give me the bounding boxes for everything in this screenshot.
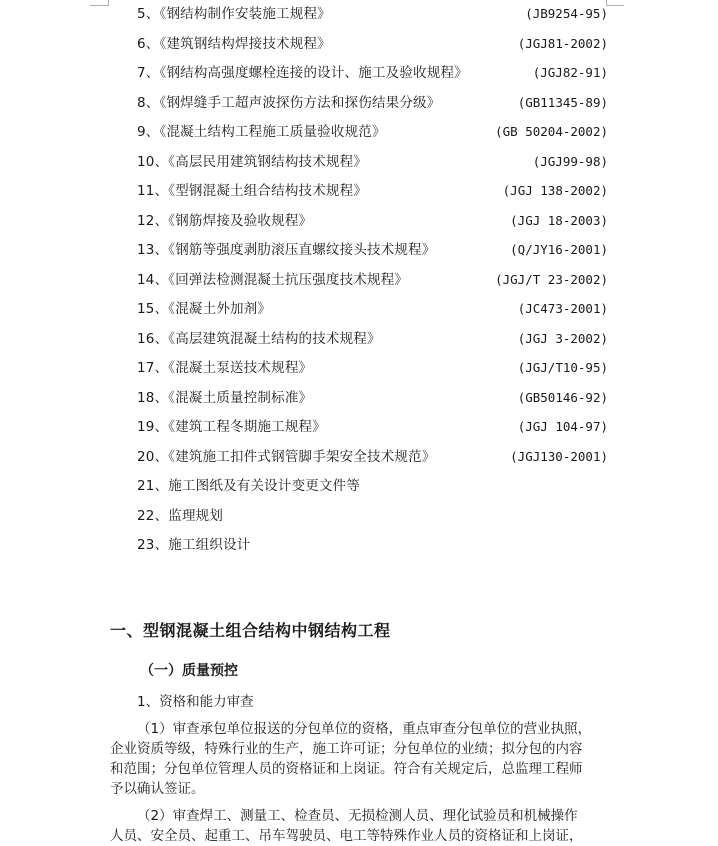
- reference-item: [0, 269, 718, 291]
- reference-title: 7、《钢结构高强度螺栓连接的设计、施工及验收规程》: [137, 65, 468, 81]
- reference-item: [0, 3, 718, 25]
- paragraph-line: 予以确认签证。: [110, 781, 205, 797]
- reference-code: (GB50146-92): [517, 389, 608, 405]
- reference-code: (JGJ 3-2002): [517, 330, 608, 346]
- paragraph-1: [110, 719, 608, 799]
- reference-code: (JGJ81-2002): [517, 35, 608, 51]
- paragraph-line: （1）审查承包单位报送的分包单位的资格，重点审查分包单位的营业执照，: [137, 721, 592, 737]
- reference-title: 15、《混凝土外加剂》: [137, 301, 272, 317]
- reference-title: 12、《钢筋焊接及验收规程》: [137, 212, 313, 229]
- reference-item: [0, 416, 718, 438]
- reference-title: 20、《建筑施工扣件式钢管脚手架安全技术规范》: [137, 448, 436, 465]
- paragraph-2: [110, 806, 608, 846]
- reference-title: 18、《混凝土质量控制标准》: [137, 389, 313, 406]
- reference-code: (Q/JY16-2001): [510, 242, 608, 257]
- section-heading: 一、型钢混凝土组合结构中钢结构工程: [110, 621, 391, 640]
- paragraph-line: 企业资质等级，特殊行业的生产，施工许可证；分包单位的业绩；拟分包的内容: [110, 741, 583, 757]
- reference-item: [0, 505, 718, 527]
- reference-code: (JGJ130-2001): [510, 448, 608, 464]
- reference-item: [0, 92, 718, 114]
- reference-item: [0, 534, 718, 556]
- reference-item: [0, 446, 718, 468]
- paragraph-line: 和范围；分包单位管理人员的资格证和上岗证。符合有关规定后，总监理工程师: [110, 761, 583, 777]
- reference-code: (GB 50204-2002): [495, 124, 608, 139]
- reference-code: (JGJ99-98): [532, 153, 608, 169]
- reference-item: [0, 180, 718, 202]
- section-subheading: （一）质量预控: [140, 663, 238, 679]
- paragraph-line: （2）审查焊工、测量工、检查员、无损检测人员、理化试验员和机械操作: [137, 808, 578, 824]
- reference-title: 11、《型钢混凝土组合结构技术规程》: [137, 183, 368, 199]
- reference-code: (JGJ/T 23-2002): [495, 271, 608, 287]
- reference-item: [0, 121, 718, 143]
- reference-code: (JGJ82-91): [532, 65, 608, 80]
- reference-title: 9、《混凝土结构工程施工质量验收规范》: [137, 124, 386, 140]
- reference-item: [0, 328, 718, 350]
- item-heading: 1、资格和能力审查: [137, 694, 254, 710]
- reference-item: [0, 62, 718, 84]
- reference-code: (JGJ/T10-95): [517, 360, 608, 375]
- reference-code: (GB11345-89): [517, 94, 608, 110]
- reference-title: 17、《混凝土泵送技术规程》: [137, 360, 313, 376]
- reference-code: (JC473-2001): [517, 301, 608, 316]
- reference-title: 21、施工图纸及有关设计变更文件等: [137, 478, 361, 494]
- reference-title: 19、《建筑工程冬期施工规程》: [137, 419, 326, 435]
- reference-title: 13、《钢筋等强度剥肋滚压直螺纹接头技术规程》: [137, 242, 436, 258]
- paragraph-line: 人员、安全员、起重工、吊车驾驶员、电工等特殊作业人员的资格证和上岗证，: [110, 828, 583, 844]
- reference-item: [0, 239, 718, 261]
- reference-item: [0, 151, 718, 173]
- reference-title: 10、《高层民用建筑钢结构技术规程》: [137, 153, 368, 170]
- reference-item: [0, 210, 718, 232]
- reference-code: (JB9254-95): [525, 6, 608, 21]
- reference-title: 6、《建筑钢结构焊接技术规程》: [137, 35, 331, 52]
- reference-item: [0, 357, 718, 379]
- reference-code: (JGJ 104-97): [517, 419, 608, 434]
- reference-title: 23、施工组织设计: [137, 537, 251, 553]
- reference-title: 22、监理规划: [137, 507, 224, 524]
- reference-item: [0, 298, 718, 320]
- reference-item: [0, 33, 718, 55]
- reference-code: (JGJ 18-2003): [510, 212, 608, 228]
- reference-title: 14、《回弹法检测混凝土抗压强度技术规程》: [137, 271, 409, 288]
- reference-item: [0, 387, 718, 409]
- reference-code: (JGJ 138-2002): [502, 183, 608, 198]
- reference-item: [0, 475, 718, 497]
- reference-title: 8、《钢焊缝手工超声波探伤方法和探伤结果分级》: [137, 94, 441, 111]
- reference-title: 16、《高层建筑混凝土结构的技术规程》: [137, 330, 381, 347]
- reference-title: 5、《钢结构制作安装施工规程》: [137, 6, 331, 22]
